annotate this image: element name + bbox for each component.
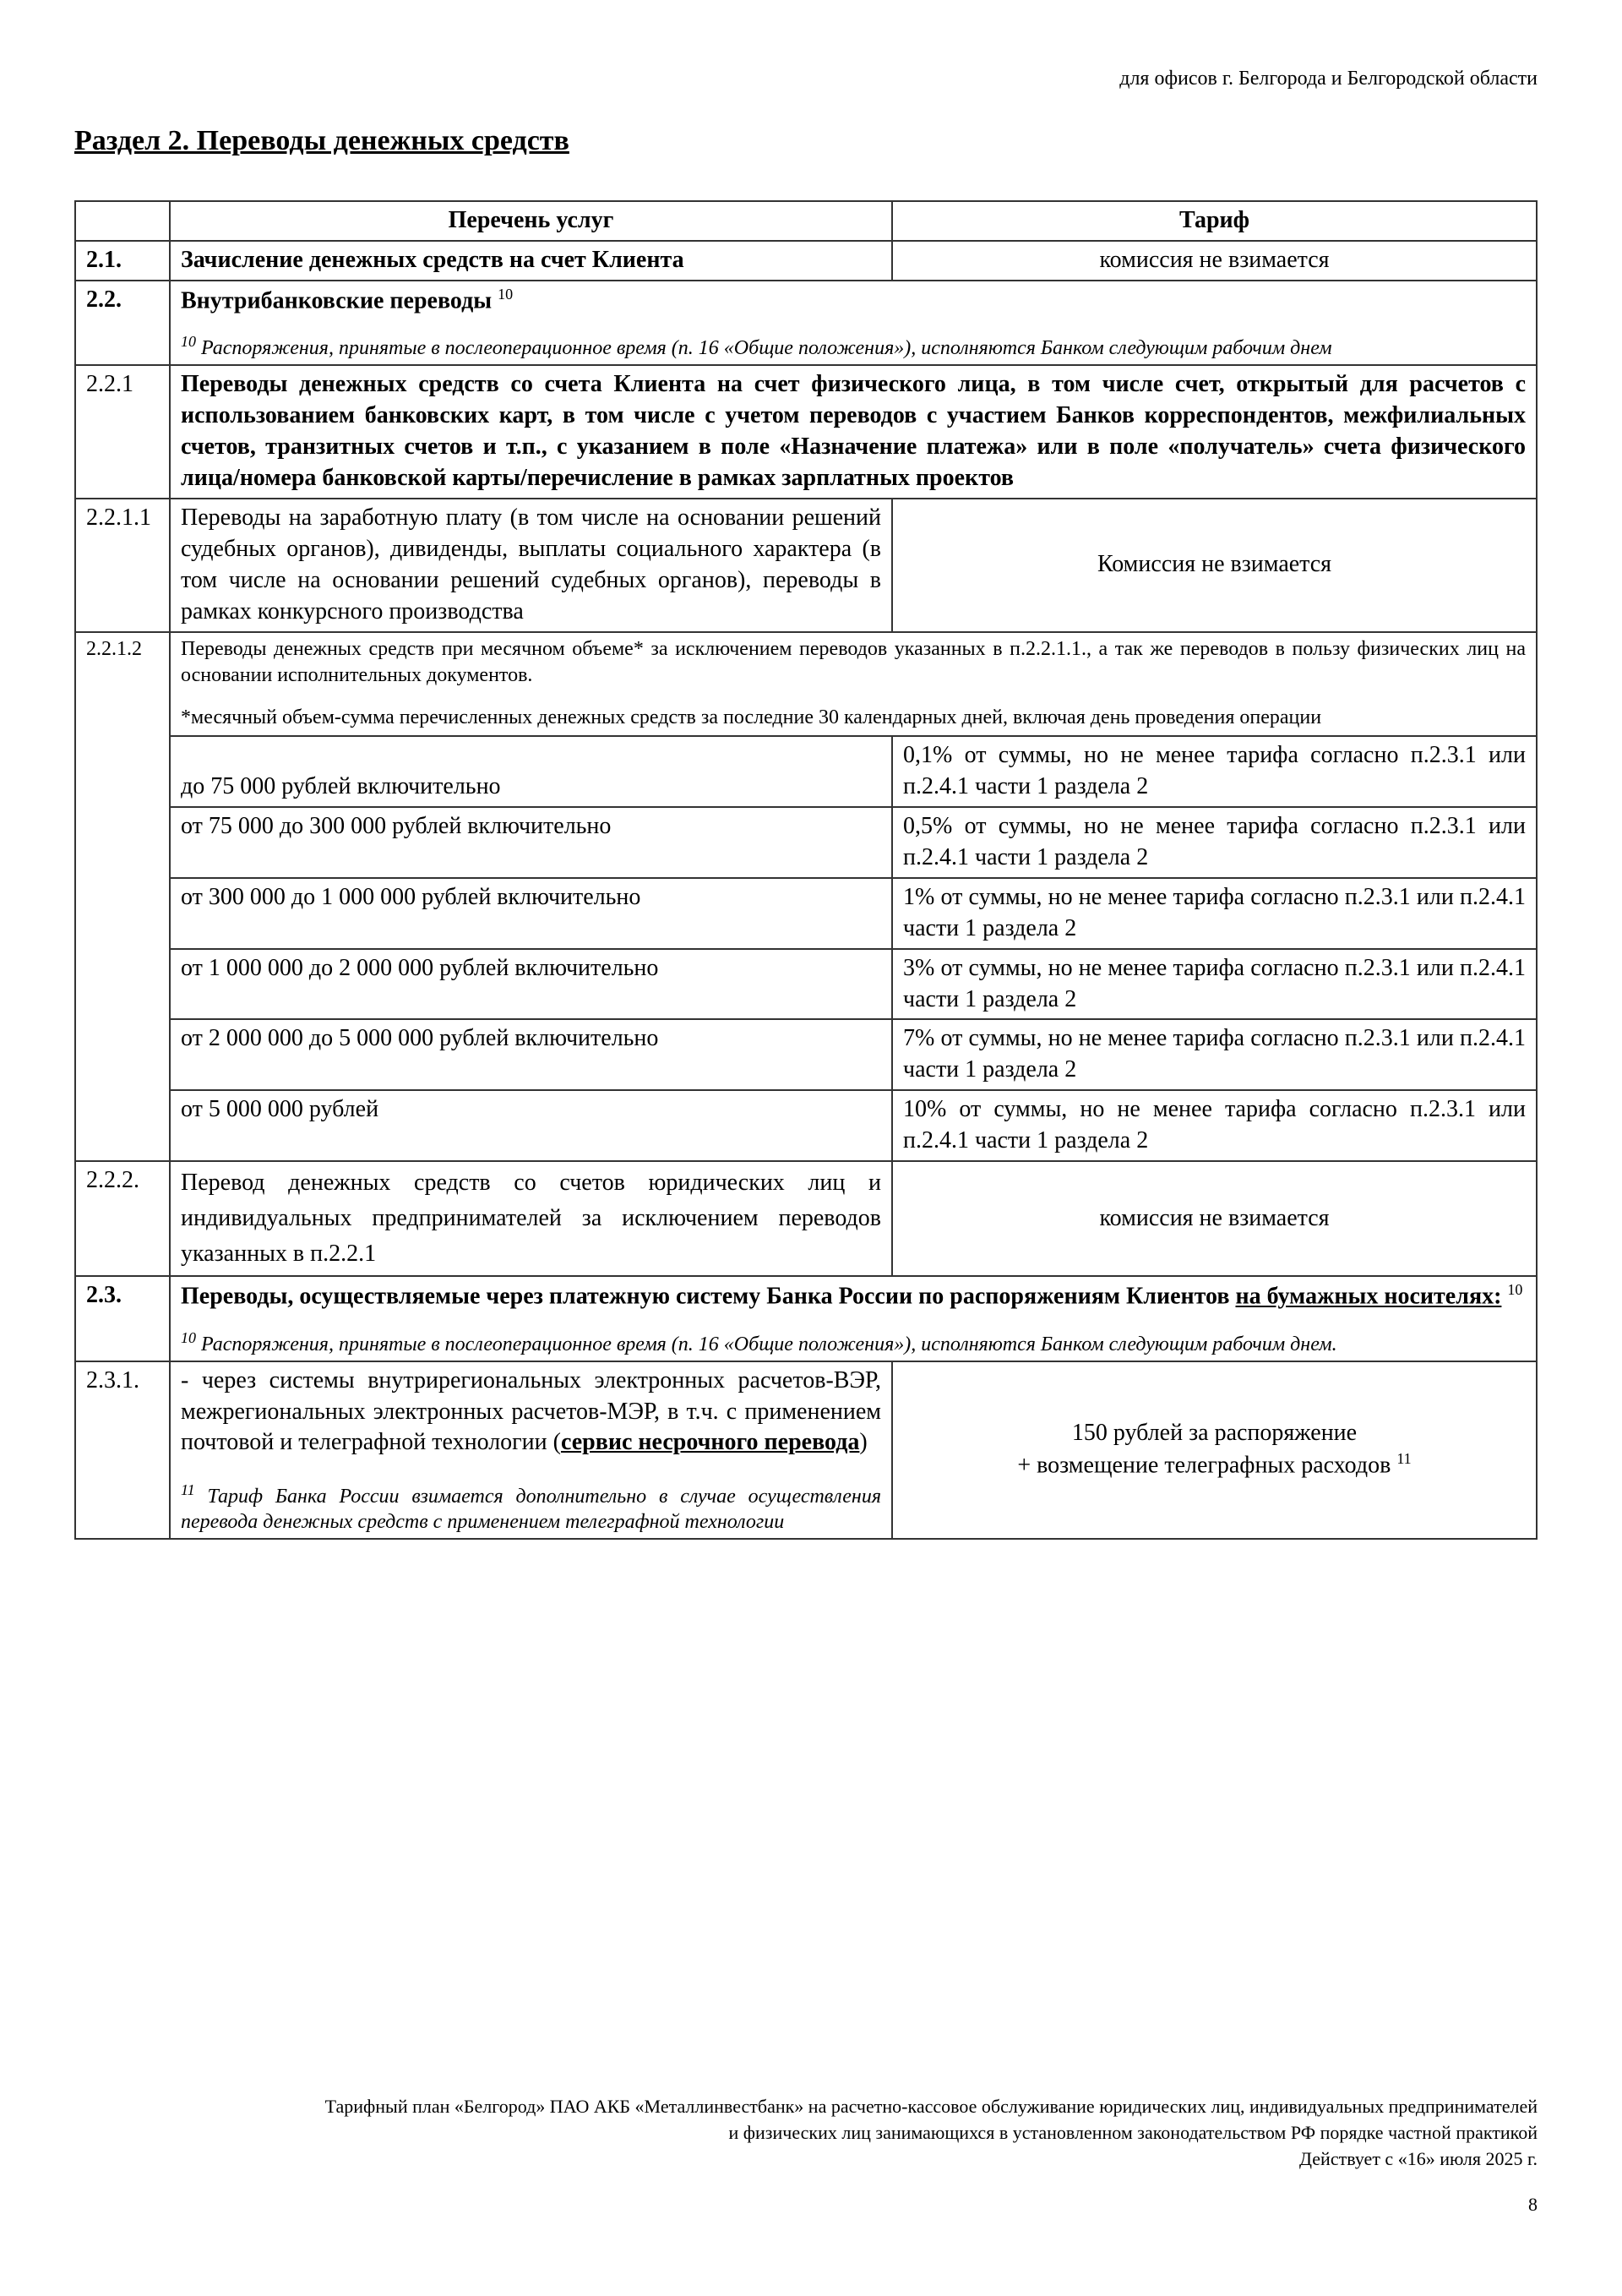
row-number: 2.3. — [75, 1276, 170, 1361]
table-row — [75, 365, 1537, 499]
service-text-underlined: сервис несрочного перевода — [560, 1429, 860, 1456]
tier-row — [75, 949, 1537, 1020]
service-text: Переводы на заработную плату (в том числе на основании решений судебных органов), дивиденды, выплаты социального характера (в том числе на основании решений судебных органов), переводы в рамках конкурсного производства — [170, 499, 892, 632]
service-text: Внутрибанковские переводы — [181, 287, 493, 314]
tier-row — [75, 736, 1537, 807]
footnote-ref: 10 — [181, 333, 196, 351]
tier-row — [75, 1019, 1537, 1090]
service-text: Перевод денежных средств со счетов юридических лиц и индивидуальных предпринимателей за исключением переводов указанных в п.2.2.1 — [170, 1161, 892, 1276]
table-row — [75, 499, 1537, 632]
section-title: Раздел 2. Переводы денежных средств — [74, 125, 569, 156]
footnote-note — [181, 332, 1526, 361]
tier-row — [75, 807, 1537, 878]
tariff-value: Комиссия не взимается — [892, 499, 1537, 632]
table-row — [75, 1361, 1537, 1540]
footnote-note — [181, 1328, 1526, 1357]
row-number: 2.2.2. — [75, 1161, 170, 1276]
row-number: 2.2.1.1 — [75, 499, 170, 632]
table-row — [75, 281, 1537, 365]
tariff-table — [74, 200, 1538, 1540]
tariff-cell — [892, 1361, 1537, 1540]
service-text: - через системы внутрирегиональных электронных расчетов-ВЭР, межрегиональных электронных расчетов-МЭР, в т.ч. с применением почтовой и телеграфной технологии ( — [181, 1366, 881, 1456]
footnote-text: Распоряжения, принятые в послеоперационное время (п. 16 «Общие положения»), исполняются Банком следующим рабочим днем — [201, 337, 1332, 360]
tier-tariff: 0,1% от суммы, но не менее тарифа согласно п.2.3.1 или п.2.4.1 части 1 раздела 2 — [892, 736, 1537, 807]
tier-row — [75, 1090, 1537, 1161]
tier-range: от 5 000 000 рублей — [170, 1090, 892, 1161]
service-text-end: ) — [859, 1429, 868, 1456]
tier-tariff: 1% от суммы, но не менее тарифа согласно п.2.3.1 или п.2.4.1 части 1 раздела 2 — [892, 878, 1537, 949]
service-text: Зачисление денежных средств на счет Клиента — [170, 241, 892, 281]
tariff-line-2 — [903, 1449, 1526, 1481]
service-cell — [170, 1361, 892, 1540]
footnote-ref: 11 — [181, 1481, 195, 1499]
tier-tariff: 3% от суммы, но не менее тарифа согласно п.2.3.1 или п.2.4.1 части 1 раздела 2 — [892, 949, 1537, 1020]
footer-line: и физических лиц занимающихся в установленном законодательством РФ порядке частной практикой — [728, 2121, 1538, 2143]
tariff-value: комиссия не взимается — [892, 1161, 1537, 1276]
table-row — [75, 1276, 1537, 1361]
service-cell — [170, 632, 1537, 736]
page-footer — [59, 2094, 1538, 2172]
service-text: Переводы денежных средств со счета Клиента на счет физического лица, в том числе счет, открытый для расчетов с использованием банковских карт, в том числе с учетом переводов с участием Банков корреспондентов, межфилиальных счетов, транзитных счетов и т.п., с указанием в поле «Назначение платежа» или в поле «получатель» счета физического лица/номера банковской карты/перечисление в рамках зарплатных проектов — [170, 365, 1537, 499]
tier-range: до 75 000 рублей включительно — [170, 736, 892, 807]
footnote-ref: 10 — [498, 285, 514, 303]
service-text: Переводы, осуществляемые через платежную систему Банка России по распоряжениям Клиентов — [181, 1283, 1230, 1310]
service-text: Переводы денежных средств при месячном объеме* за исключением переводов указанных в п.2.2.1.1., а так же переводов в пользу физических лиц на основании исполнительных документов. — [181, 637, 1526, 687]
row-number: 2.2. — [75, 281, 170, 365]
tier-range: от 1 000 000 до 2 000 000 рублей включительно — [170, 949, 892, 1020]
footer-line: Действует с «16» июля 2025 г. — [1299, 2147, 1538, 2169]
table-row — [75, 241, 1537, 281]
tier-tariff: 0,5% от суммы, но не менее тарифа согласно п.2.3.1 или п.2.4.1 части 1 раздела 2 — [892, 807, 1537, 878]
row-number: 2.1. — [75, 241, 170, 281]
footer-line: Тарифный план «Белгород» ПАО АКБ «Металлинвестбанк» на расчетно-кассовое обслуживание юридических лиц, индивидуальных предпринимателей — [324, 2096, 1538, 2117]
monthly-volume-note: *месячный объем-сумма перечисленных денежных средств за последние 30 календарных дней, включая день проведения операции — [181, 706, 1322, 729]
footnote-ref: 11 — [1396, 1450, 1412, 1468]
service-cell — [170, 281, 1537, 365]
table-row — [75, 1161, 1537, 1276]
tariff-text: + возмещение телеграфных расходов — [1017, 1452, 1391, 1479]
header-services: Перечень услуг — [170, 201, 892, 241]
header-tariff: Тариф — [892, 201, 1537, 241]
page-number: 8 — [1528, 2194, 1538, 2215]
service-text-underlined: на бумажных носителях: — [1235, 1283, 1502, 1310]
tier-range: от 2 000 000 до 5 000 000 рублей включительно — [170, 1019, 892, 1090]
row-number: 2.2.1 — [75, 365, 170, 499]
tier-range: от 75 000 до 300 000 рублей включительно — [170, 807, 892, 878]
footnote-text: Тариф Банка России взимается дополнительно в случае осуществления перевода денежных средств с применением телеграфной технологии — [181, 1486, 881, 1534]
tariff-value: комиссия не взимается — [892, 241, 1537, 281]
tier-range: от 300 000 до 1 000 000 рублей включительно — [170, 878, 892, 949]
service-cell — [170, 1276, 1537, 1361]
footnote-ref: 10 — [181, 1328, 196, 1346]
footnote-ref: 10 — [1507, 1281, 1523, 1299]
footnote-text: Распоряжения, принятые в послеоперационное время (п. 16 «Общие положения»), исполняются Банком следующим рабочим днем. — [201, 1333, 1337, 1355]
table-row — [75, 632, 1537, 736]
region-note: для офисов г. Белгорода и Белгородской области — [1119, 68, 1538, 90]
footnote-note — [181, 1481, 881, 1535]
tier-tariff: 10% от суммы, но не менее тарифа согласно п.2.3.1 или п.2.4.1 части 1 раздела 2 — [892, 1090, 1537, 1161]
tariff-line: 150 рублей за распоряжение — [1071, 1420, 1358, 1447]
row-number: 2.3.1. — [75, 1361, 170, 1540]
row-number: 2.2.1.2 — [75, 632, 170, 1161]
table-header-row — [75, 201, 1537, 241]
tier-tariff: 7% от суммы, но не менее тарифа согласно п.2.3.1 или п.2.4.1 части 1 раздела 2 — [892, 1019, 1537, 1090]
tier-row — [75, 878, 1537, 949]
